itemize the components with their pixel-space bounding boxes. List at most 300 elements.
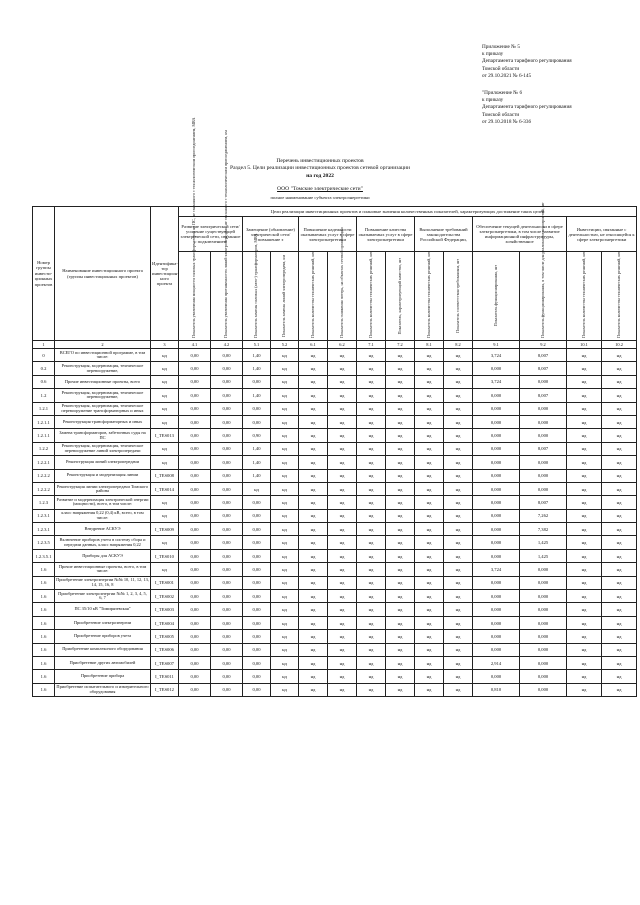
row-value: 0,00 — [211, 482, 243, 495]
column-number: 8.2 — [444, 341, 473, 349]
row-value: нд — [357, 616, 386, 629]
row-value: 0,000 — [520, 482, 567, 495]
row-value: нд — [415, 496, 444, 509]
header-row-top — [33, 207, 637, 217]
row-number: 0.6 — [33, 375, 55, 388]
row-value: нд — [271, 362, 299, 375]
row-value: нд — [328, 643, 357, 656]
row-value: нд — [415, 469, 444, 482]
row-number: 1.2.3.1 — [33, 523, 55, 536]
row-value: нд — [444, 576, 473, 589]
row-value: нд — [386, 429, 415, 442]
header-col-no — [33, 207, 55, 341]
row-value: нд — [299, 442, 328, 455]
row-value: нд — [415, 590, 444, 603]
indicator-header — [328, 227, 357, 341]
row-value: нд — [357, 469, 386, 482]
row-number: 1.6 — [33, 630, 55, 643]
column-number: 9.2 — [520, 341, 567, 349]
row-value: нд — [567, 643, 602, 656]
row-number: 1.6 — [33, 590, 55, 603]
row-value: нд — [328, 362, 357, 375]
row-value: нд — [271, 523, 299, 536]
row-value: нд — [567, 603, 602, 616]
indicator-header — [299, 252, 328, 341]
row-value: 1,40 — [243, 469, 271, 482]
row-value: нд — [386, 456, 415, 469]
row-value: 0,00 — [243, 590, 271, 603]
row-value: 7,262 — [520, 509, 567, 522]
row-value: нд — [357, 563, 386, 576]
row-value: 0,000 — [473, 429, 520, 442]
row-value: 0,00 — [243, 630, 271, 643]
row-project-id: нд — [151, 536, 179, 549]
row-value: нд — [602, 402, 637, 415]
row-value: нд — [567, 442, 602, 455]
row-value: нд — [602, 656, 637, 669]
row-value: нд — [271, 469, 299, 482]
row-value: нд — [602, 456, 637, 469]
row-project-id: I_TES009 — [151, 523, 179, 536]
row-value: нд — [415, 429, 444, 442]
row-value: нд — [328, 349, 357, 362]
row-value: нд — [357, 375, 386, 388]
row-value: нд — [386, 536, 415, 549]
row-value: 0,00 — [211, 375, 243, 388]
row-value: 0,000 — [520, 375, 567, 388]
document-title — [150, 158, 490, 201]
row-value: нд — [415, 603, 444, 616]
row-project-name: Приобретение других автомобилей — [55, 656, 151, 669]
row-value: 0,00 — [211, 349, 243, 362]
row-value: нд — [357, 576, 386, 589]
row-value: 0,00 — [243, 656, 271, 669]
row-value: нд — [328, 656, 357, 669]
row-value: нд — [567, 670, 602, 683]
row-value: нд — [567, 402, 602, 415]
table-row — [33, 590, 637, 603]
row-value: 0,000 — [473, 362, 520, 375]
row-number: 1.2.3.1 — [33, 509, 55, 522]
row-value: нд — [271, 576, 299, 589]
table-row — [33, 456, 637, 469]
row-value: нд — [328, 670, 357, 683]
row-value: 0,000 — [520, 456, 567, 469]
row-value: нд — [415, 349, 444, 362]
row-value: нд — [415, 576, 444, 589]
row-value: нд — [415, 683, 444, 696]
row-value: 1,425 — [520, 549, 567, 562]
row-project-name: Реконструкция и модернизация линии — [55, 469, 151, 482]
row-value: нд — [602, 616, 637, 629]
row-value: нд — [271, 389, 299, 402]
indicator-text: Показатель функционирования, в том числе для реализации мероприятий, шт — [539, 202, 545, 338]
row-value: 0,000 — [520, 603, 567, 616]
row-value: 0,000 — [473, 670, 520, 683]
indicator-text: Показатель замены силовых (авто-) трансформаторов, МВА — [253, 233, 259, 338]
row-project-name: Внедрение АСКУЭ — [55, 523, 151, 536]
row-value: нд — [299, 643, 328, 656]
column-numbers-row — [33, 341, 637, 349]
row-value: нд — [357, 429, 386, 442]
row-value: нд — [567, 549, 602, 562]
row-value: 0,000 — [520, 670, 567, 683]
row-value: 0,00 — [211, 389, 243, 402]
row-value: 0,00 — [179, 482, 211, 495]
row-value: нд — [357, 656, 386, 669]
row-value: 0,000 — [520, 415, 567, 428]
row-value: нд — [271, 536, 299, 549]
row-value: нд — [328, 630, 357, 643]
row-value: нд — [243, 482, 271, 495]
row-value: нд — [567, 362, 602, 375]
row-value: нд — [299, 523, 328, 536]
row-value: 0,000 — [473, 536, 520, 549]
column-number: 1 — [33, 341, 55, 349]
row-value: нд — [328, 415, 357, 428]
row-value: нд — [602, 643, 637, 656]
row-value: нд — [386, 643, 415, 656]
row-value: нд — [328, 496, 357, 509]
row-value: нд — [386, 683, 415, 696]
goal-group-header: Выполнение требований законодательства Российской Федерации, — [415, 217, 473, 252]
row-value: нд — [357, 442, 386, 455]
row-value: 0,00 — [243, 375, 271, 388]
row-value: нд — [386, 656, 415, 669]
organization-caption: полное наименование субъекта электроэнергетики — [270, 194, 370, 200]
row-value: нд — [357, 456, 386, 469]
row-project-name: Замена трансформаторов, забетонных суды на ПС — [55, 429, 151, 442]
row-value: нд — [357, 590, 386, 603]
row-value: 0,000 — [520, 402, 567, 415]
row-value: 0,00 — [211, 616, 243, 629]
row-value: нд — [357, 482, 386, 495]
row-value: нд — [271, 683, 299, 696]
row-value: 0,00 — [243, 576, 271, 589]
row-value: нд — [444, 482, 473, 495]
row-value: нд — [328, 549, 357, 562]
table-row — [33, 509, 637, 522]
appendix-1-line: Приложение № 5 — [482, 44, 520, 50]
table-row — [33, 429, 637, 442]
row-value: 0,000 — [520, 616, 567, 629]
row-value: 0,00 — [211, 630, 243, 643]
row-value: нд — [357, 389, 386, 402]
row-value: 0,00 — [211, 683, 243, 696]
table-row — [33, 349, 637, 362]
table-row — [33, 389, 637, 402]
row-value: нд — [299, 375, 328, 388]
row-value: 0,00 — [179, 523, 211, 536]
row-value: 0,00 — [179, 456, 211, 469]
indicator-header — [211, 130, 243, 341]
indicator-text: Показатель количества технических решений, шт — [309, 251, 315, 338]
row-value: нд — [357, 349, 386, 362]
row-value: нд — [357, 509, 386, 522]
indicator-header — [357, 252, 386, 341]
row-value: 8,007 — [520, 496, 567, 509]
row-value: 1,40 — [243, 389, 271, 402]
row-value: нд — [444, 509, 473, 522]
row-value: 0,000 — [473, 415, 520, 428]
row-project-id: I_TES006 — [151, 643, 179, 656]
row-value: нд — [602, 482, 637, 495]
row-value: 2,914 — [473, 656, 520, 669]
row-value: нд — [444, 523, 473, 536]
row-project-name: Приборы для АСКУЭ — [55, 549, 151, 562]
row-value: 0,00 — [211, 549, 243, 562]
row-value: 8,007 — [520, 389, 567, 402]
table-row — [33, 616, 637, 629]
row-value: 0,000 — [473, 630, 520, 643]
row-value: нд — [357, 603, 386, 616]
header-col-name — [55, 207, 151, 341]
row-value: нд — [415, 616, 444, 629]
row-value: нд — [415, 536, 444, 549]
row-project-name: Развитие и модернизация электрической энергии (мощности), всего, в том числе: — [55, 496, 151, 509]
row-value: 0,00 — [179, 415, 211, 428]
row-project-id: нд — [151, 402, 179, 415]
goal-group-header: Развитие электрической сети/усиление существующей электрической сети, связанное с подключением — [179, 217, 243, 252]
row-value: нд — [602, 509, 637, 522]
row-value: нд — [444, 496, 473, 509]
row-value: нд — [299, 590, 328, 603]
row-project-id: нд — [151, 442, 179, 455]
row-number: 1.2.2 — [33, 442, 55, 455]
row-project-id: I_TES003 — [151, 603, 179, 616]
row-number: 0.2 — [33, 362, 55, 375]
row-value: 0,000 — [473, 496, 520, 509]
row-value: нд — [444, 643, 473, 656]
row-value: нд — [602, 362, 637, 375]
row-value: 0,00 — [179, 509, 211, 522]
row-value: нд — [271, 349, 299, 362]
row-value: 0,00 — [211, 415, 243, 428]
row-project-name: класс напряжения 0,22 (0,4) кВ, всего, в том числе: — [55, 509, 151, 522]
table-row — [33, 482, 637, 495]
row-number: 1.6 — [33, 656, 55, 669]
row-value: 0,00 — [179, 670, 211, 683]
title-line-2: Раздел 5. Цели реализации инвестиционных проектов сетевой организации — [230, 165, 410, 172]
row-value: нд — [328, 576, 357, 589]
title-line-1: Перечень инвестиционных проектов — [276, 158, 364, 164]
row-value: 0,000 — [473, 469, 520, 482]
row-value: 0,00 — [179, 402, 211, 415]
row-value: нд — [602, 590, 637, 603]
row-value: 0,000 — [520, 576, 567, 589]
row-value: нд — [444, 630, 473, 643]
goal-group-title: Цели реализации инвестиционных проектов и плановые значения количественных показателей, характеризующих достижение таких целей — [179, 207, 637, 217]
header-text: Идентифика-тор инвестицион-ного проекта — [152, 261, 179, 286]
row-value: 0,00 — [211, 656, 243, 669]
row-value: нд — [386, 590, 415, 603]
row-value: нд — [299, 683, 328, 696]
row-value: нд — [357, 670, 386, 683]
row-value: нд — [386, 496, 415, 509]
row-value: нд — [328, 442, 357, 455]
row-number: 1.6 — [33, 643, 55, 656]
row-value: нд — [415, 402, 444, 415]
column-number: 5.1 — [243, 341, 271, 349]
row-value: 8,007 — [520, 362, 567, 375]
row-value: нд — [357, 630, 386, 643]
table-row — [33, 402, 637, 415]
row-project-name: Реконструкция, модернизация, техническое перевооружение, — [55, 362, 151, 375]
row-value: нд — [444, 402, 473, 415]
row-value: нд — [271, 429, 299, 442]
row-project-id: I_TES001 — [151, 576, 179, 589]
indicator-text: Показатель количества технических решений, шт — [367, 251, 373, 338]
row-value: нд — [567, 349, 602, 362]
row-project-name: Приобретение электроэнергии №№ 10, 11, 12, 13, 14, 15, 16, 8 — [55, 576, 151, 589]
row-project-id: нд — [151, 415, 179, 428]
indicator-text: Показатель снижения потерь, на объектах сетевой организации — [338, 227, 344, 338]
row-value: нд — [386, 630, 415, 643]
title-line-3: на год 2022 — [306, 172, 334, 179]
row-value: нд — [602, 683, 637, 696]
table-row — [33, 563, 637, 576]
row-value: нд — [386, 616, 415, 629]
header-col-id — [151, 207, 179, 341]
row-value: нд — [415, 643, 444, 656]
row-number: 1.6 — [33, 670, 55, 683]
table-row — [33, 536, 637, 549]
row-value: нд — [271, 509, 299, 522]
row-project-id: нд — [151, 349, 179, 362]
row-value: нд — [602, 563, 637, 576]
row-value: нд — [386, 389, 415, 402]
row-value: нд — [328, 509, 357, 522]
row-value: 0,000 — [473, 509, 520, 522]
row-value: нд — [567, 656, 602, 669]
row-value: 0,000 — [520, 643, 567, 656]
row-value: 0,000 — [473, 389, 520, 402]
row-value: нд — [602, 429, 637, 442]
table-row — [33, 442, 637, 455]
row-value: 0,000 — [520, 656, 567, 669]
row-value: 0,00 — [243, 670, 271, 683]
row-value: 0,00 — [179, 590, 211, 603]
organization-name: ООО "Томские электрические сети" — [277, 186, 363, 193]
row-project-id: I_TES012 — [151, 683, 179, 696]
row-value: нд — [386, 402, 415, 415]
table-row — [33, 362, 637, 375]
row-value: 0,00 — [179, 442, 211, 455]
row-value: нд — [299, 616, 328, 629]
row-value: нд — [444, 389, 473, 402]
column-number: 6.2 — [328, 341, 357, 349]
table-row — [33, 549, 637, 562]
row-value: 7,382 — [520, 523, 567, 536]
table-row — [33, 630, 637, 643]
row-project-id: I_TES004 — [151, 616, 179, 629]
row-value: нд — [299, 509, 328, 522]
indicator-text: Показатель увеличения протяженности линий электропередачи, не связанного с технологическим присоединением, км — [223, 130, 229, 338]
row-project-name: ВСЕГО по инвестиционной программе, в том числе: — [55, 349, 151, 362]
row-value: 0,00 — [243, 415, 271, 428]
appendix-1-line: Департамента тарифного регулирования — [482, 58, 572, 65]
row-value: 0,000 — [473, 549, 520, 562]
row-value: нд — [602, 375, 637, 388]
indicator-text: Показатель количества технических решений, шт — [425, 251, 431, 338]
row-value: 0,000 — [473, 482, 520, 495]
column-number: 6.1 — [299, 341, 328, 349]
indicator-header — [444, 252, 473, 341]
row-value: 0,00 — [179, 349, 211, 362]
row-value: нд — [444, 670, 473, 683]
row-value: нд — [328, 402, 357, 415]
appendix-note — [482, 44, 632, 126]
row-value: 0,00 — [179, 429, 211, 442]
row-value: 0,00 — [179, 389, 211, 402]
row-value: нд — [386, 603, 415, 616]
row-value: нд — [328, 683, 357, 696]
row-project-name: Реконструкция линии электропередачи Томского района — [55, 482, 151, 495]
row-value: нд — [386, 576, 415, 589]
row-value: нд — [444, 429, 473, 442]
row-value: нд — [299, 349, 328, 362]
row-value: нд — [328, 536, 357, 549]
row-project-name: Приобретение электроэнергии — [55, 616, 151, 629]
row-value: 0,000 — [520, 469, 567, 482]
row-value: нд — [415, 362, 444, 375]
row-value: нд — [299, 670, 328, 683]
row-value: нд — [386, 375, 415, 388]
row-project-name: Реконструкция трансформаторных и иных — [55, 415, 151, 428]
indicator-header — [602, 252, 637, 341]
row-value: 0,000 — [473, 456, 520, 469]
row-value: 0,00 — [179, 563, 211, 576]
row-value: 1,40 — [243, 349, 271, 362]
row-value: нд — [328, 523, 357, 536]
column-number: 10.1 — [567, 341, 602, 349]
row-value: 0,000 — [520, 683, 567, 696]
indicator-text: Показатель количества технических решений, шт — [580, 251, 586, 338]
row-project-id: нд — [151, 362, 179, 375]
indicator-text: Показатель количества технических решений, шт — [615, 251, 621, 338]
row-value: 1,425 — [520, 536, 567, 549]
row-value: нд — [602, 536, 637, 549]
table-row — [33, 643, 637, 656]
row-value: нд — [271, 549, 299, 562]
row-value: нд — [328, 563, 357, 576]
row-value: нд — [357, 496, 386, 509]
row-value: нд — [328, 469, 357, 482]
goal-group-header: Обеспечение текущей деятельности в сфере электроэнергетики, в том числе развитие информационной инфраструктуры, хозяйственное — [473, 217, 567, 252]
row-value: 0,00 — [211, 429, 243, 442]
row-project-id: I_TES014 — [151, 482, 179, 495]
row-project-name: Приобретение испытательного и измерительного оборудования — [55, 683, 151, 696]
row-value: 0,00 — [211, 442, 243, 455]
row-value: 1,40 — [243, 442, 271, 455]
row-value: нд — [271, 482, 299, 495]
row-value: 0,00 — [243, 523, 271, 536]
row-value: 0,000 — [473, 603, 520, 616]
row-value: нд — [415, 415, 444, 428]
row-value: нд — [299, 603, 328, 616]
row-value: нд — [271, 456, 299, 469]
row-value: нд — [415, 523, 444, 536]
row-project-id: I_TES010 — [151, 549, 179, 562]
indicator-text: Показатель, характеризующий качество, шт — [396, 257, 402, 335]
row-project-name: Приобретение прибора — [55, 670, 151, 683]
row-value: нд — [415, 375, 444, 388]
row-value: нд — [271, 656, 299, 669]
row-value: нд — [444, 616, 473, 629]
row-value: нд — [444, 683, 473, 696]
row-value: нд — [299, 469, 328, 482]
indicator-header — [520, 202, 567, 341]
